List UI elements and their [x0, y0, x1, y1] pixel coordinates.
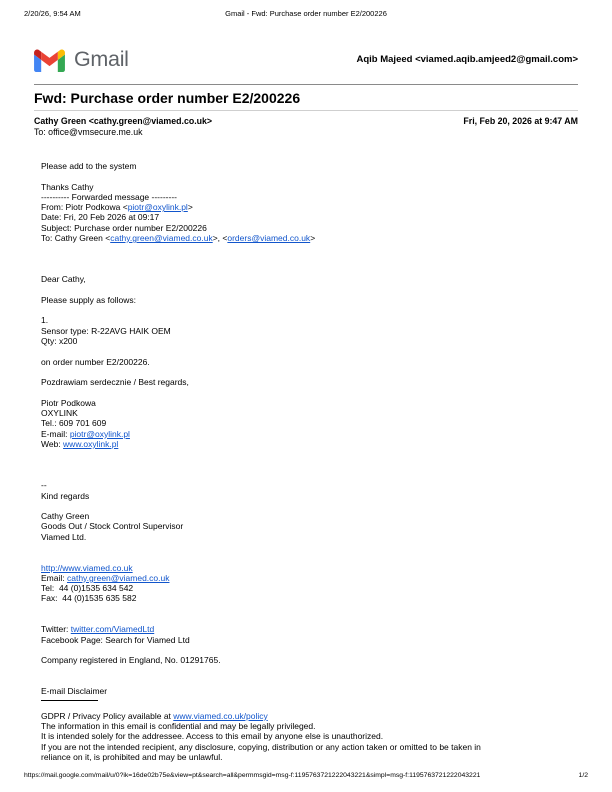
- body-text: Facebook Page: Search for Viamed Ltd: [41, 634, 190, 645]
- body-text: Qty: x200: [41, 336, 78, 347]
- body-text: The information in this email is confidential and may be legally privileged.: [41, 721, 316, 732]
- body-line: [41, 346, 584, 356]
- body-line: [41, 731, 584, 741]
- body-line: [41, 573, 584, 583]
- footer-url: https://mail.google.com/mail/u/0?ik=16de02b75e&view=pt&search=all&permmsgid=msg-f:1195763721222043221&simpl=msg-f:1195763721222043221: [24, 772, 481, 779]
- body-line: [41, 460, 584, 470]
- body-line: [41, 264, 584, 274]
- body-line: [41, 388, 584, 398]
- email-link[interactable]: cathy.green@viamed.co.uk: [110, 233, 213, 244]
- email-link[interactable]: piotr@oxylink.pl: [127, 202, 188, 213]
- email-link[interactable]: www.oxylink.pl: [63, 439, 119, 450]
- body-text: reliance on it, is prohibited and may be unlawful.: [41, 751, 223, 762]
- sender-line: Cathy Green <cathy.green@viamed.co.uk>: [34, 116, 213, 126]
- email-date: Fri, Feb 20, 2026 at 9:47 AM: [463, 116, 578, 126]
- body-line: [41, 223, 584, 233]
- header-divider: [34, 84, 578, 85]
- body-text: OXYLINK: [41, 408, 78, 419]
- body-line: [41, 439, 584, 449]
- gmail-wordmark: Gmail: [74, 47, 129, 71]
- body-text: It is intended solely for the addressee. Access to this email by anyone else is unauthorized.: [41, 731, 384, 742]
- body-text: To: Cathy Green <: [41, 233, 111, 244]
- body-line: [41, 645, 584, 655]
- body-line: [41, 418, 584, 428]
- gmail-header-row: [34, 47, 578, 72]
- gmail-m-icon: [34, 47, 65, 72]
- email-link[interactable]: http://www.viamed.co.uk: [41, 562, 133, 573]
- gmail-logo: [34, 47, 129, 72]
- body-line: [41, 542, 584, 552]
- body-line: [41, 233, 584, 243]
- body-line: [41, 655, 584, 665]
- recipient-line: To: office@vmsecure.me.uk: [34, 126, 143, 137]
- email-subject: Fwd: Purchase order number E2/200226: [34, 90, 301, 106]
- body-text: >, <: [212, 233, 228, 244]
- body-text: Tel: 44 (0)1535 634 542: [41, 583, 134, 594]
- body-line: [41, 593, 584, 603]
- body-text: Web:: [41, 439, 64, 450]
- email-link[interactable]: piotr@oxylink.pl: [69, 428, 130, 439]
- body-line: [41, 449, 584, 459]
- body-text: Email:: [41, 572, 67, 583]
- body-line: [41, 624, 584, 634]
- body-text: >: [187, 202, 193, 213]
- body-line: [41, 408, 584, 418]
- body-line: [41, 470, 584, 480]
- body-line: [41, 552, 584, 562]
- body-text: --: [41, 480, 47, 491]
- body-line: [41, 202, 584, 212]
- body-line: [41, 666, 584, 676]
- body-line: [41, 182, 584, 192]
- body-line: [41, 305, 584, 315]
- body-line: [41, 367, 584, 377]
- print-title: Gmail - Fwd: Purchase order number E2/200226: [225, 9, 387, 18]
- body-line: [41, 243, 584, 253]
- body-line: [41, 274, 584, 284]
- body-text: From: Piotr Podkowa <: [41, 202, 128, 213]
- body-line: [41, 563, 584, 573]
- body-line: [41, 357, 584, 367]
- body-line: [41, 511, 584, 521]
- body-text: Please add to the system: [41, 161, 137, 171]
- body-text: Please supply as follows:: [41, 294, 136, 305]
- email-link[interactable]: www.viamed.co.uk/policy: [173, 710, 268, 721]
- body-text: ---------- Forwarded message ---------: [41, 191, 177, 202]
- body-line: [41, 336, 584, 346]
- body-text: on order number E2/200226.: [41, 356, 150, 367]
- body-line: [41, 295, 584, 305]
- body-line: [41, 752, 584, 762]
- body-line: [41, 532, 584, 542]
- body-line: [41, 604, 584, 614]
- email-meta: [34, 116, 578, 138]
- body-line: [41, 491, 584, 501]
- body-text: >: [310, 233, 316, 244]
- body-line: [41, 285, 584, 295]
- body-line: [41, 742, 584, 752]
- body-text: Dear Cathy,: [41, 274, 86, 285]
- email-link[interactable]: cathy.green@viamed.co.uk: [66, 572, 170, 583]
- body-text: Fax: 44 (0)1535 635 582: [41, 593, 137, 604]
- body-text: Piotr Podkowa: [41, 397, 96, 408]
- body-text: Goods Out / Stock Control Supervisor: [41, 521, 184, 532]
- email-link[interactable]: twitter.com/ViamedLtd: [70, 624, 155, 635]
- body-text: Kind regards: [41, 490, 90, 501]
- body-line: [41, 326, 584, 336]
- body-line: [41, 614, 584, 624]
- body-line: [41, 212, 584, 222]
- email-link[interactable]: orders@viamed.co.uk: [227, 233, 311, 244]
- body-text: Cathy Green: [41, 511, 90, 522]
- page-number: 1/2: [578, 772, 588, 779]
- body-text: Thanks Cathy: [41, 181, 94, 192]
- subject-divider: [34, 110, 578, 111]
- account-email: Aqib Majeed <viamed.aqib.amjeed2@gmail.com>: [356, 54, 578, 65]
- body-text: Tel.: 609 701 609: [41, 418, 107, 429]
- body-line: [41, 583, 584, 593]
- body-line: [41, 315, 584, 325]
- disclaimer-divider: [41, 700, 98, 701]
- body-line: [41, 254, 584, 264]
- email-body: [41, 161, 584, 762]
- body-line: [41, 635, 584, 645]
- body-text: Date: Fri, 20 Feb 2026 at 09:17: [41, 212, 160, 223]
- body-text: Twitter:: [41, 624, 71, 635]
- body-line: [41, 398, 584, 408]
- body-text: Subject: Purchase order number E2/200226: [41, 222, 207, 233]
- body-text: Pozdrawiam serdecznie / Best regards,: [41, 377, 189, 388]
- body-line: [41, 686, 584, 696]
- body-line: [41, 429, 584, 439]
- body-text: E-mail Disclaimer: [41, 686, 108, 697]
- body-text: Sensor type: R-22AVG HAIK OEM: [41, 325, 171, 336]
- body-line: [41, 721, 584, 731]
- body-text: If you are not the intended recipient, any disclosure, copying, distribution or any action taken or omitted to be taken in: [41, 741, 481, 752]
- body-text: Company registered in England, No. 01291765.: [41, 655, 221, 666]
- body-line: [41, 700, 584, 710]
- body-line: [41, 501, 584, 511]
- meta-left: [34, 116, 212, 138]
- body-text: 1.: [41, 315, 49, 326]
- print-header: [24, 9, 588, 20]
- body-text: E-mail:: [41, 428, 70, 439]
- body-line: [41, 676, 584, 686]
- body-line: [41, 161, 584, 171]
- body-line: [41, 377, 584, 387]
- body-line: [41, 171, 584, 181]
- body-text: Viamed Ltd.: [41, 531, 87, 542]
- print-datetime: 2/20/26, 9:54 AM: [24, 9, 81, 18]
- print-footer: [24, 772, 588, 779]
- body-line: [41, 192, 584, 202]
- body-line: [41, 480, 584, 490]
- body-line: [41, 711, 584, 721]
- body-line: [41, 521, 584, 531]
- body-text: GDPR / Privacy Policy available at: [41, 710, 174, 721]
